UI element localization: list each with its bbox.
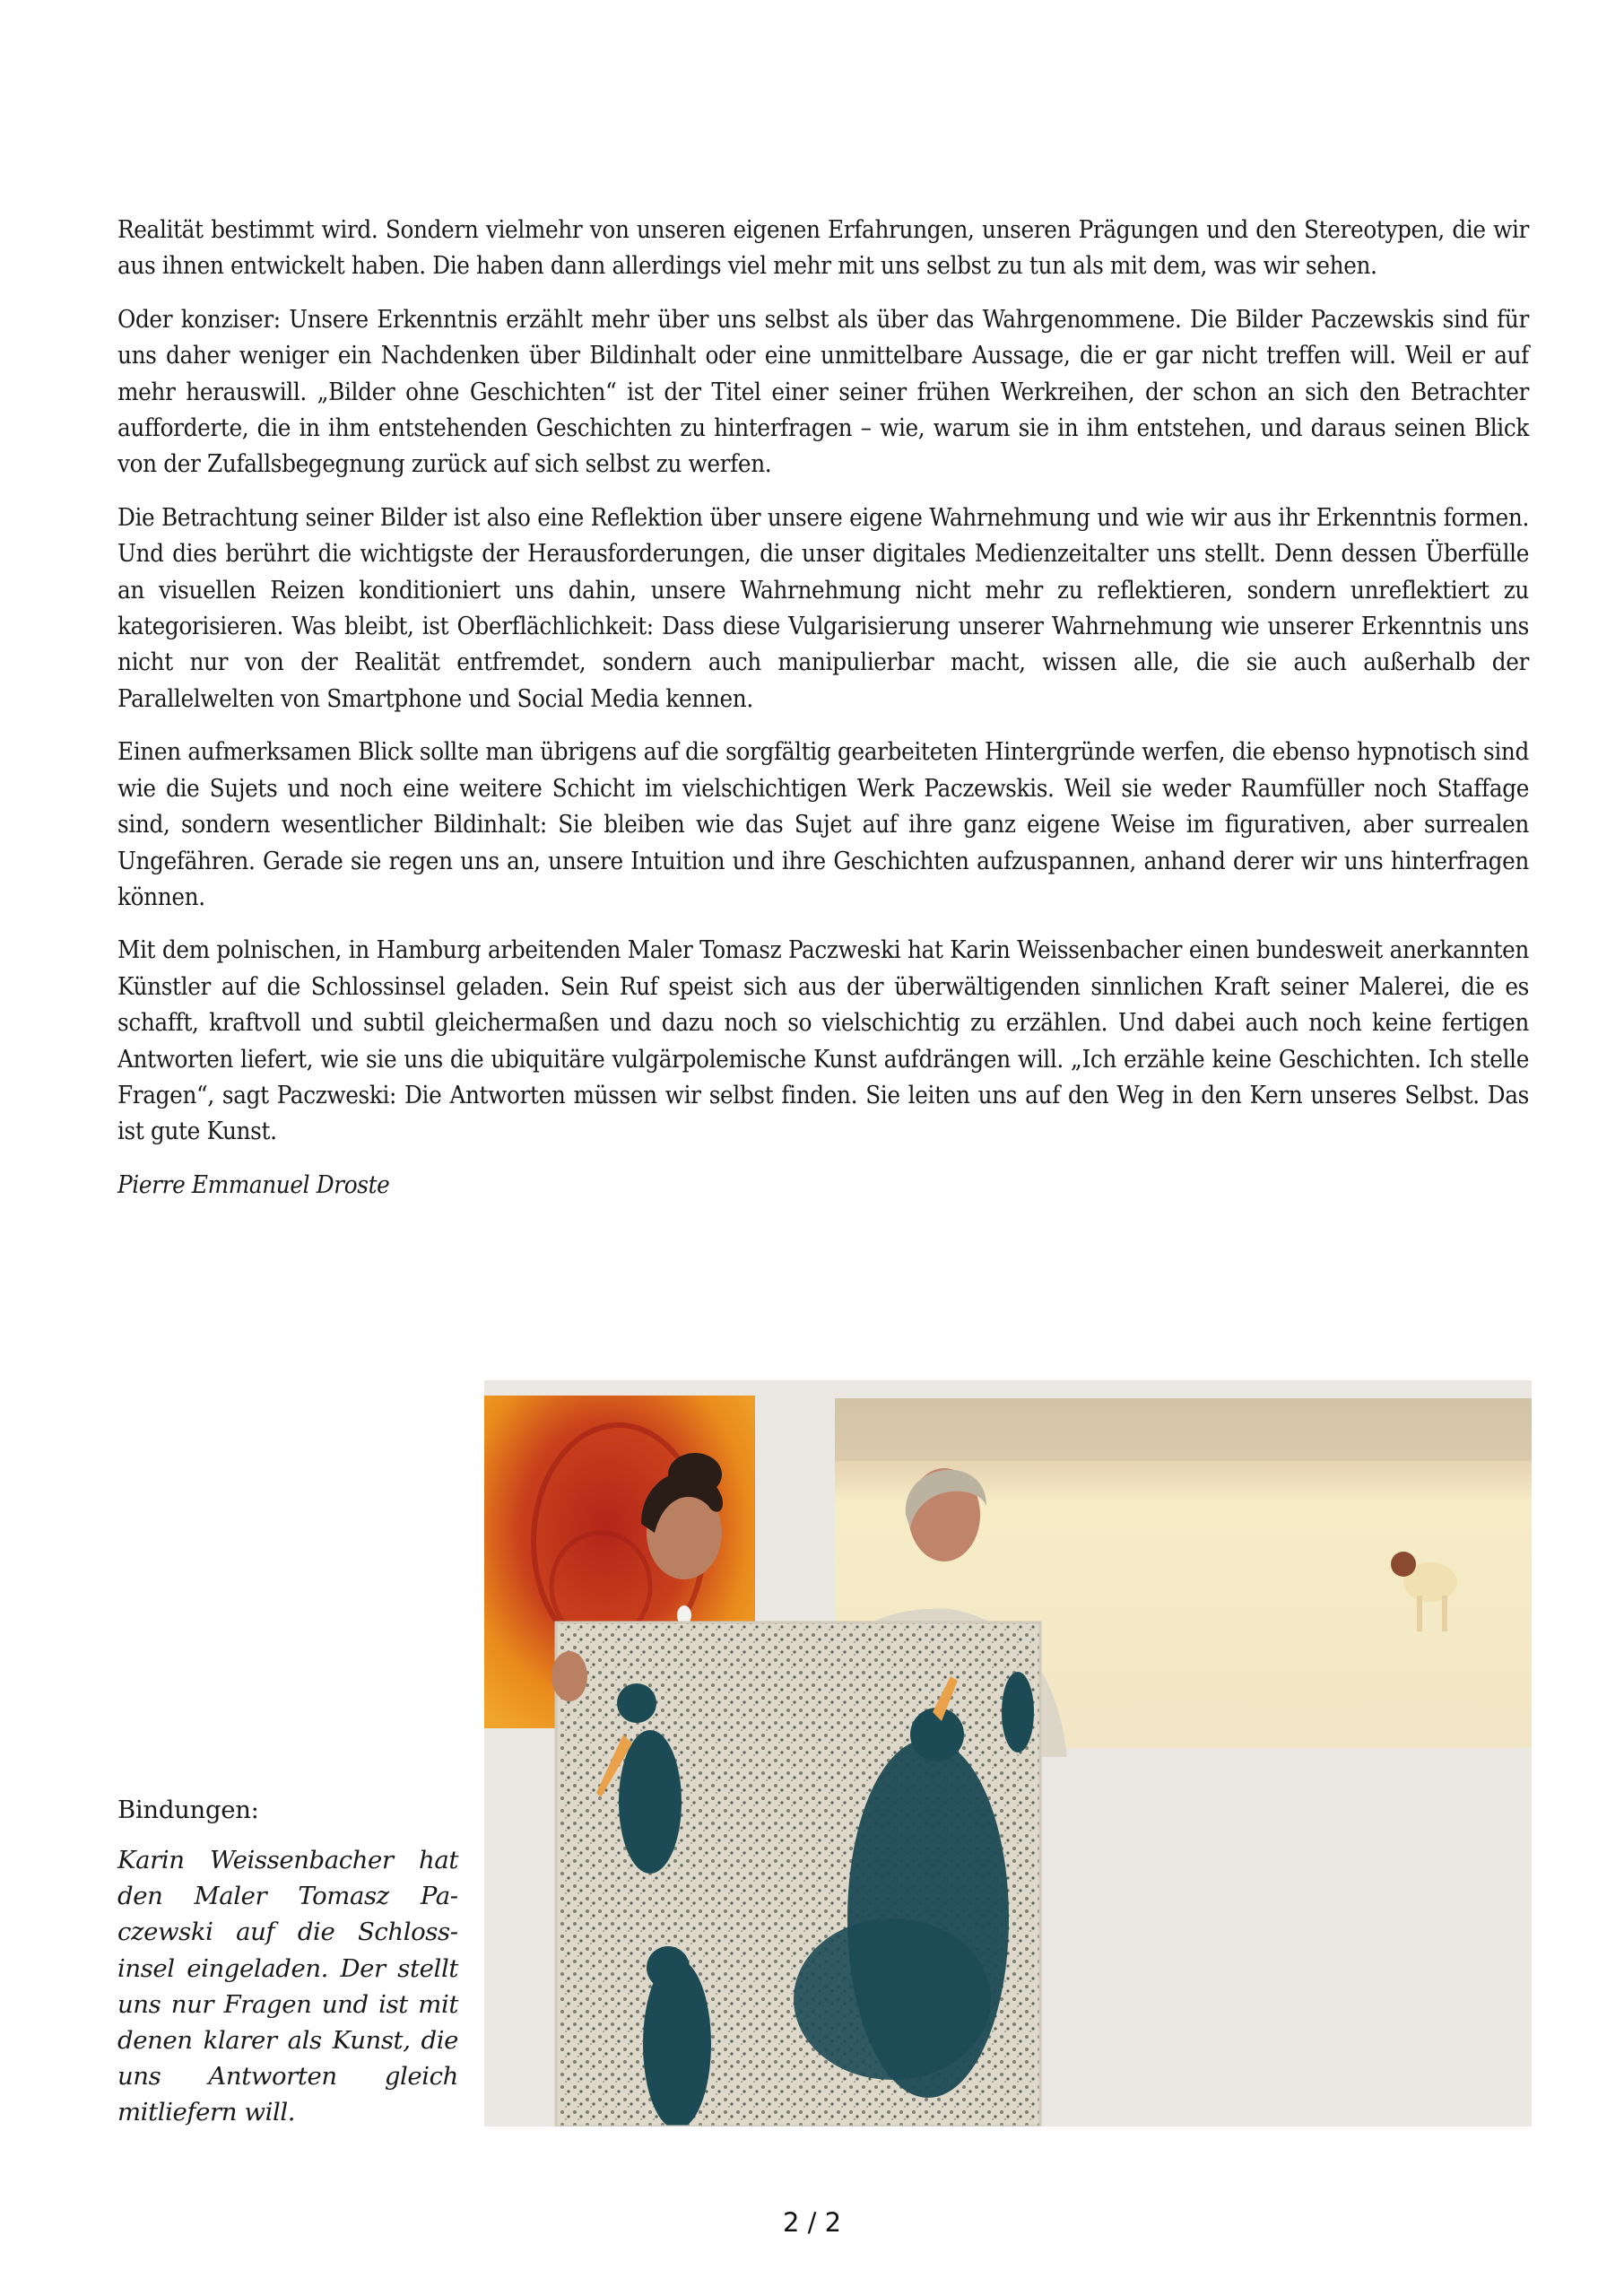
author-signature: Pierre Emmanuel Droste <box>117 1170 390 1199</box>
paragraph: Einen aufmerksamen Blick sollte man übrigens auf die sorgfältig gearbeiteten Hintergründe werfen, die ebenso hypnotisch sind wie die Sujets und noch eine weitere Schicht im vielschichtigen Werk Paczewskis. Weil sie weder Raumfüller noch Staffage sind, sondern wesentlicher Bildinhalt: Sie bleiben wie das Sujet auf ihre ganz eigene Weise im figurativen, aber surrealen Ungefähren. Gerade sie regen uns an, unsere Intuition und ihre Geschichten aufzuspannen, anhand derer wir uns hinterfragen können. <box>117 737 1529 911</box>
caption-text: Karin Weissenbacher hat den Maler Tomasz Paczewski auf die Schlossinsel eingeladen. Der stellt uns nur Fragen und ist mit denen klarer als Kunst, die uns Antworten gleich mitliefern will. <box>117 1846 458 2127</box>
paragraph: Oder konziser: Unsere Erkenntnis erzählt mehr über uns selbst als über das Wahrgenommene. Die Bilder Paczewskis sind für uns daher weniger ein Nachdenken über Bildinhalt oder eine unmittelbare Aussage, die er gar nicht treffen will. Weil er auf mehr herauswill. „Bilder ohne Geschichten“ ist der Titel einer seiner frühen Werkreihen, der schon an sich den Betrachter aufforderte, die in ihm entstehenden Geschichten zu hinterfragen – wie, warum sie in ihm entstehen, und daraus seinen Blick von der Zufallsbegegnung zurück auf sich selbst zu werfen. <box>117 304 1529 479</box>
woman-hand <box>551 1651 587 1701</box>
caption-heading: Bindungen: <box>117 1796 259 1824</box>
photo-artists-with-paintings <box>484 1380 1532 2126</box>
paragraph: Realität bestimmt wird. Sondern vielmehr von unseren eigenen Erfahrungen, unseren Prägungen und den Stereotypen, die wir aus ihnen entwickelt haben. Die haben dann allerdings viel mehr mit uns selbst zu tun als mit dem, was wir sehen. <box>117 215 1529 281</box>
held-painting-figures <box>556 1622 1040 2126</box>
page-number: 2 / 2 <box>782 2207 842 2238</box>
paragraph: Mit dem polnischen, in Hamburg arbeitenden Maler Tomasz Paczweski hat Karin Weissenbacher einen bundesweit anerkannten Künstler auf die Schlossinsel geladen. Sein Ruf speist sich aus der überwältigenden sinnlichen Kraft seiner Malerei, die es schafft, kraftvoll und subtil gleichermaßen und dazu noch so vielschichtig zu erzählen. Und dabei auch noch keine fertigen Antworten liefert, wie sie uns die ubiquitäre vulgärpolemische Kunst aufdrängen will. „Ich erzähle keine Geschichten. Ich stelle Fragen“, sagt Paczweski: Die Antworten müssen wir selbst finden. Sie leiten uns auf den Weg in den Kern unseres Selbst. Das ist gute Kunst. <box>117 935 1529 1146</box>
photo-illustration <box>484 1380 1532 2126</box>
article-body <box>117 212 1529 1220</box>
paragraph: Die Betrachtung seiner Bilder ist also eine Reflektion über unsere eigene Wahrnehmung und wie wir aus ihr Erkenntnis formen. Und dies berührt die wichtigste der Herausforderungen, die unser digitales Medienzeitalter uns stellt. Denn dessen Überfülle an visuellen Reizen konditioniert uns dahin, unsere Wahrnehmung nicht mehr zu reflektieren, sondern unreflektiert zu kategorisieren. Was bleibt, ist Oberflächlichkeit: Dass diese Vulgarisierung unserer Wahrnehmung wie unserer Erkenntnis uns nicht nur von der Realität entfremdet, sondern auch manipulierbar macht, wissen alle, die sie auch außerhalb der Parallelwelten von Smartphone und Social Media kennen. <box>117 502 1529 713</box>
